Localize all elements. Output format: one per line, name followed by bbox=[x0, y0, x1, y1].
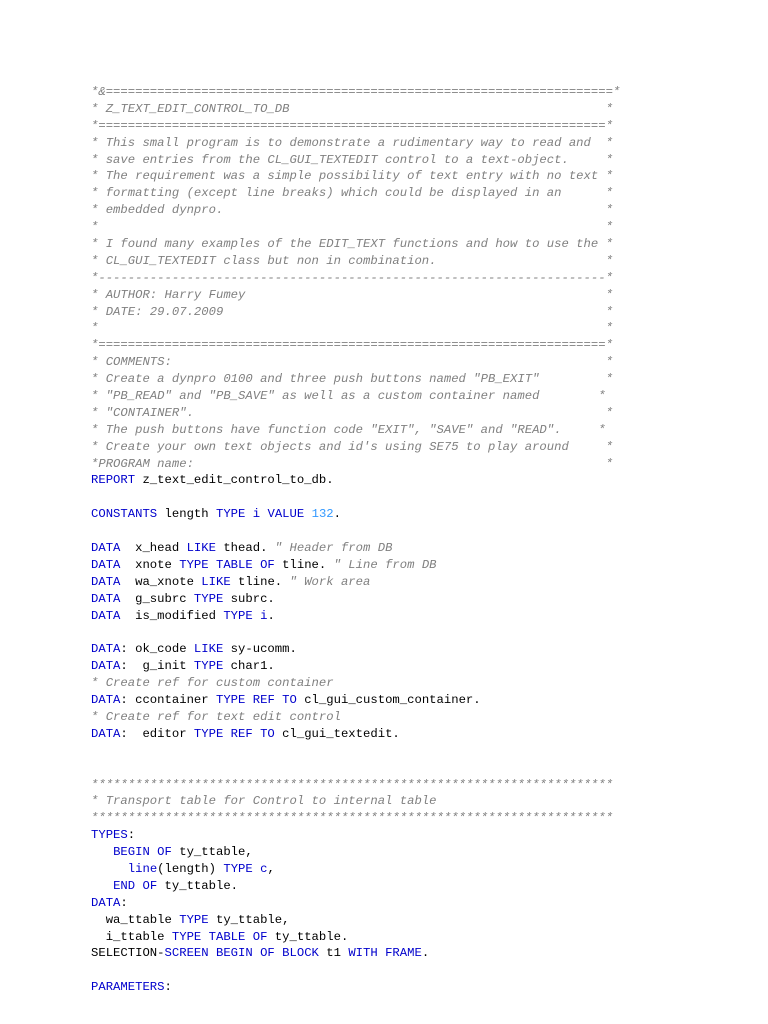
code-token: * CL_GUI_TEXTEDIT class but non in combination. * bbox=[91, 253, 613, 268]
code-token: length bbox=[157, 507, 216, 522]
code-line bbox=[91, 168, 620, 185]
code-token: REPORT bbox=[91, 473, 136, 488]
code-line bbox=[91, 878, 620, 895]
code-line bbox=[91, 253, 620, 270]
code-line bbox=[91, 506, 620, 523]
code-line bbox=[91, 945, 620, 962]
code-token: subrc. bbox=[223, 591, 275, 606]
code-token: TYPE bbox=[223, 608, 253, 623]
code-line bbox=[91, 472, 620, 489]
code-line bbox=[91, 489, 620, 506]
code-line bbox=[91, 202, 620, 219]
code-token: is_modified bbox=[120, 608, 224, 623]
code-token: WITH FRAME bbox=[348, 946, 422, 961]
code-token bbox=[253, 862, 260, 876]
code-line bbox=[91, 456, 620, 473]
code-token: . bbox=[421, 946, 430, 961]
code-token: * "PB_READ" and "PB_SAVE" as well as a custom container named * bbox=[91, 389, 606, 404]
code-line bbox=[91, 692, 620, 709]
code-token: . bbox=[267, 608, 275, 623]
code-line bbox=[91, 135, 620, 152]
code-token: tline. bbox=[274, 557, 334, 572]
code-token: " Header from DB bbox=[274, 541, 393, 556]
code-token: * COMMENTS: * bbox=[91, 355, 613, 370]
code-line bbox=[91, 304, 620, 321]
code-line bbox=[91, 422, 620, 439]
code-token: * Create a dynpro 0100 and three push buttons named "PB_EXIT" * bbox=[91, 372, 613, 387]
code-token: *********************************************************************** bbox=[91, 777, 613, 792]
code-line bbox=[91, 641, 620, 658]
code-token: DATA bbox=[91, 574, 121, 589]
code-line bbox=[91, 760, 620, 777]
code-token: * "CONTAINER". * bbox=[91, 405, 613, 420]
code-line bbox=[91, 84, 620, 101]
code-token: SELECTION- bbox=[91, 946, 165, 961]
code-line bbox=[91, 709, 620, 726]
code-line bbox=[91, 658, 620, 675]
code-token: * DATE: 29.07.2009 * bbox=[91, 304, 613, 319]
code-token: DATA bbox=[91, 659, 121, 674]
code-token: cl_gui_custom_container. bbox=[296, 693, 481, 708]
code-token: TYPES bbox=[91, 828, 128, 843]
code-line bbox=[91, 608, 620, 625]
code-token: * The push buttons have function code "EXIT", "SAVE" and "READ". * bbox=[91, 422, 606, 437]
code-token: TYPE TABLE OF bbox=[171, 929, 268, 944]
code-token: * save entries from the CL_GUI_TEXTEDIT control to a text-object. * bbox=[91, 152, 613, 167]
code-token: * The requirement was a simple possibility of text entry with no text * bbox=[91, 169, 613, 184]
code-token: cl_gui_textedit. bbox=[274, 726, 400, 741]
code-token: : bbox=[127, 828, 136, 843]
code-line bbox=[91, 152, 620, 169]
code-token: t1 bbox=[318, 946, 349, 961]
code-token: * * bbox=[91, 321, 613, 336]
code-line bbox=[91, 929, 620, 946]
code-token: TYPE bbox=[193, 659, 224, 674]
code-token bbox=[91, 862, 128, 876]
code-token: *---------------------------------------------------------------------* bbox=[91, 270, 613, 285]
code-token: " Work area bbox=[289, 574, 371, 589]
code-token: : ccontainer bbox=[120, 693, 216, 708]
code-token: wa_xnote bbox=[120, 574, 202, 589]
code-line bbox=[91, 962, 620, 979]
code-token bbox=[91, 845, 113, 859]
code-token: i bbox=[260, 608, 268, 623]
code-line bbox=[91, 101, 620, 118]
code-token bbox=[253, 609, 260, 623]
code-token: i bbox=[252, 507, 261, 522]
abap-source-code bbox=[91, 84, 620, 996]
code-token: BEGIN OF bbox=[113, 845, 172, 860]
code-token: END OF bbox=[113, 878, 158, 893]
code-line bbox=[91, 743, 620, 760]
code-token: z_text_edit_control_to_db. bbox=[135, 473, 334, 488]
code-token: i_ttable bbox=[91, 929, 172, 944]
code-token: DATA bbox=[91, 608, 121, 623]
code-token: DATA bbox=[91, 591, 121, 606]
code-token: c bbox=[260, 861, 268, 876]
code-token: ty_ttable, bbox=[208, 912, 290, 927]
code-token: : bbox=[120, 895, 128, 910]
code-line bbox=[91, 625, 620, 642]
code-token: thead. bbox=[215, 541, 275, 556]
code-line bbox=[91, 574, 620, 591]
code-token: ty_ttable, bbox=[171, 845, 253, 860]
code-line bbox=[91, 236, 620, 253]
code-token: . bbox=[333, 507, 342, 522]
code-token: *=====================================================================* bbox=[91, 338, 613, 353]
code-line bbox=[91, 793, 620, 810]
code-token: , bbox=[267, 861, 275, 876]
code-token: * formatting (except line breaks) which could be displayed in an * bbox=[91, 186, 613, 201]
code-line bbox=[91, 827, 620, 844]
code-line bbox=[91, 810, 620, 827]
code-token: *PROGRAM name: * bbox=[91, 456, 613, 471]
code-token: DATA bbox=[91, 642, 121, 657]
code-token: DATA bbox=[91, 726, 121, 741]
code-token: * Z_TEXT_EDIT_CONTROL_TO_DB * bbox=[91, 101, 613, 116]
code-token: * embedded dynpro. * bbox=[91, 203, 613, 218]
code-token: TYPE bbox=[215, 507, 246, 522]
code-token: * Create ref for custom container bbox=[91, 676, 334, 691]
code-line bbox=[91, 540, 620, 557]
code-token: *********************************************************************** bbox=[91, 811, 613, 826]
code-line bbox=[91, 320, 620, 337]
code-token: LIKE bbox=[186, 541, 216, 556]
code-token: * Create your own text objects and id's using SE75 to play around * bbox=[91, 439, 613, 454]
code-token: char1. bbox=[223, 659, 275, 674]
code-line bbox=[91, 557, 620, 574]
code-token bbox=[91, 879, 113, 893]
code-line bbox=[91, 337, 620, 354]
code-line bbox=[91, 270, 620, 287]
code-line bbox=[91, 979, 620, 996]
code-token: DATA bbox=[91, 693, 121, 708]
code-token: * I found many examples of the EDIT_TEXT functions and how to use the * bbox=[91, 237, 613, 252]
code-line bbox=[91, 354, 620, 371]
code-token: DATA bbox=[91, 541, 121, 556]
code-token: x_head bbox=[120, 541, 187, 556]
code-token: * * bbox=[91, 220, 613, 235]
code-token: : g_init bbox=[120, 659, 194, 674]
code-line bbox=[91, 287, 620, 304]
code-token: " Line from DB bbox=[333, 557, 437, 572]
code-line bbox=[91, 439, 620, 456]
code-line bbox=[91, 371, 620, 388]
code-line bbox=[91, 405, 620, 422]
code-token: LIKE bbox=[201, 574, 231, 589]
code-token: LIKE bbox=[193, 642, 224, 657]
code-token: 132 bbox=[311, 507, 334, 522]
code-line bbox=[91, 861, 620, 878]
code-token: *&=====================================================================* bbox=[91, 85, 621, 99]
code-token: wa_ttable bbox=[91, 912, 180, 927]
code-token: * This small program is to demonstrate a rudimentary way to read and * bbox=[91, 135, 613, 150]
code-line bbox=[91, 895, 620, 912]
code-token: *=====================================================================* bbox=[91, 118, 613, 133]
code-line bbox=[91, 844, 620, 861]
code-token: VALUE bbox=[267, 507, 305, 522]
code-token: TYPE bbox=[193, 591, 224, 606]
code-token: TYPE bbox=[179, 912, 209, 927]
code-token: line bbox=[127, 861, 158, 876]
code-line bbox=[91, 591, 620, 608]
code-line bbox=[91, 675, 620, 692]
code-token: TYPE TABLE OF bbox=[179, 557, 275, 572]
code-token: TYPE REF TO bbox=[215, 693, 297, 708]
code-token: : ok_code bbox=[120, 642, 194, 657]
code-line bbox=[91, 777, 620, 794]
code-line bbox=[91, 726, 620, 743]
code-token: CONSTANTS bbox=[91, 507, 158, 522]
code-token: SCREEN BEGIN OF BLOCK bbox=[164, 946, 319, 961]
code-token: xnote bbox=[120, 557, 180, 572]
code-line bbox=[91, 185, 620, 202]
code-token: tline. bbox=[230, 574, 290, 589]
code-token bbox=[304, 507, 311, 521]
code-token: PARAMETERS bbox=[91, 980, 165, 995]
code-token: ty_ttable. bbox=[157, 878, 239, 893]
code-token bbox=[245, 507, 252, 521]
code-token: sy-ucomm. bbox=[223, 642, 297, 657]
code-token: g_subrc bbox=[120, 591, 194, 606]
code-line bbox=[91, 219, 620, 236]
code-line bbox=[91, 912, 620, 929]
code-token: * Create ref for text edit control bbox=[91, 709, 341, 724]
code-token: DATA bbox=[91, 557, 121, 572]
code-line bbox=[91, 118, 620, 135]
code-token: : bbox=[164, 980, 172, 995]
code-token: TYPE bbox=[223, 861, 253, 876]
code-line bbox=[91, 388, 620, 405]
code-token: ty_ttable. bbox=[267, 929, 349, 944]
code-line bbox=[91, 523, 620, 540]
code-token: DATA bbox=[91, 895, 121, 910]
code-token: * Transport table for Control to internal table bbox=[91, 794, 437, 809]
code-token: : editor bbox=[120, 726, 194, 741]
code-token: TYPE REF TO bbox=[193, 726, 275, 741]
code-token: (length) bbox=[157, 861, 224, 876]
code-token: * AUTHOR: Harry Fumey * bbox=[91, 287, 613, 302]
